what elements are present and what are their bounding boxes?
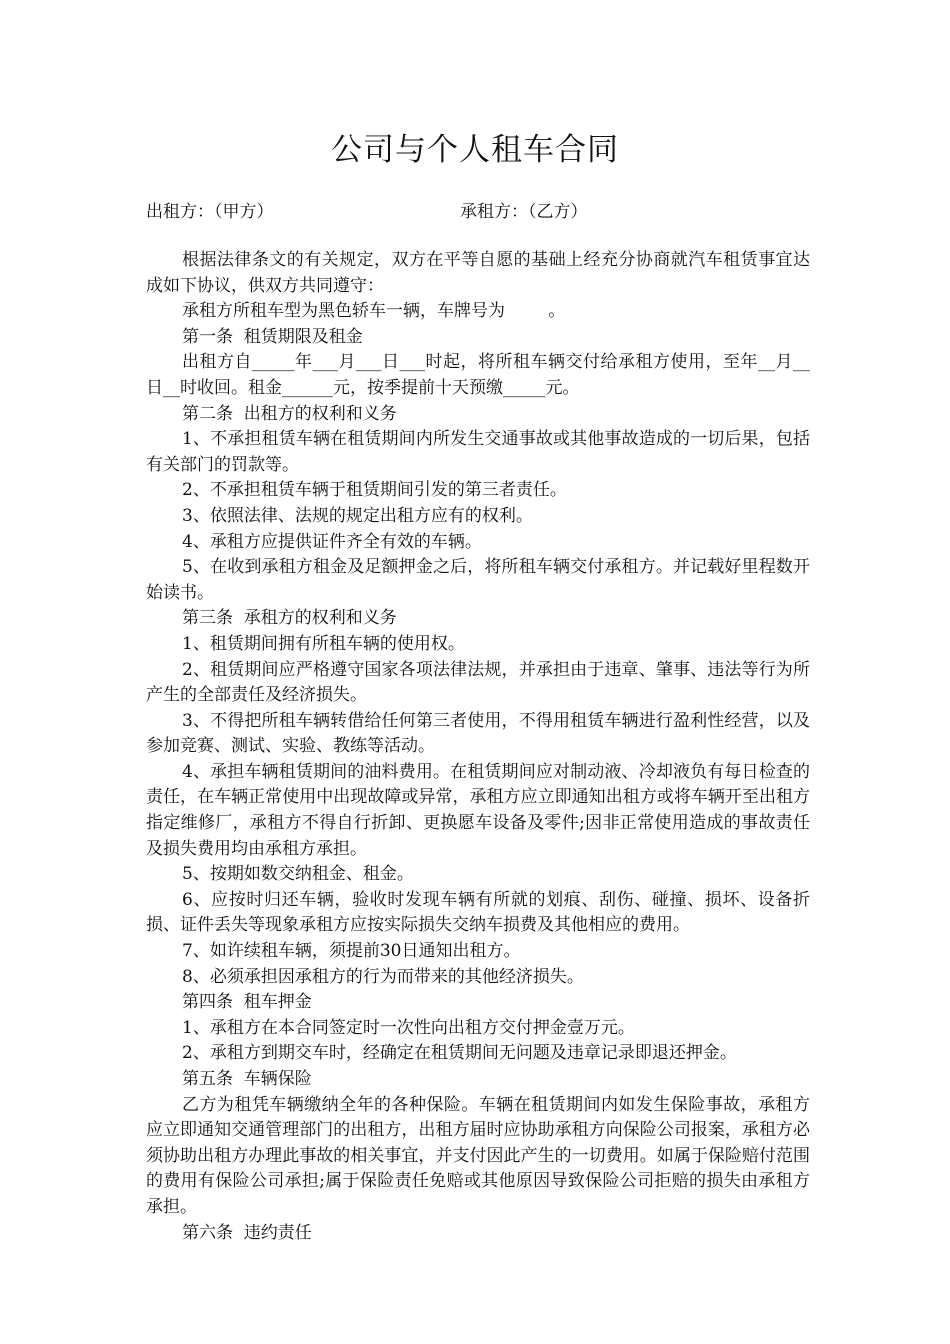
clause: 1、租赁期间拥有所租车辆的使用权。 xyxy=(182,633,465,654)
lessor-label: 出租方：（甲方） xyxy=(146,202,274,222)
lessee-label: 承租方：（乙方） xyxy=(460,202,588,222)
clause: 5、在收到承租方租金及足额押金之后，将所租车辆交付承租方。并记载好里程数开始读书。 xyxy=(146,557,810,603)
clause: 1、承租方在本合同签定时一次性向出租方交付押金壹万元。 xyxy=(182,1017,635,1038)
article-heading: 第三条 承租方的权利和义务 xyxy=(182,608,397,629)
paragraph-intro: 根据法律条文的有关规定，双方在平等自愿的基础上经充分协商就汽车租赁事宜达成如下协议，供双方共同遵守： xyxy=(146,250,810,296)
paragraph-vehicle: 承租方所租车型为黑色轿车一辆，车牌号为 。 xyxy=(182,301,566,322)
article-heading: 第四条 租车押金 xyxy=(182,992,312,1013)
clause: 1、不承担租赁车辆在租赁期间内所发生交通事故或其他事故造成的一切后果，包括有关部门的罚款等。 xyxy=(146,429,810,475)
parties-line xyxy=(146,199,816,225)
clause: 2、不承担租赁车辆于租赁期间引发的第三者责任。 xyxy=(182,480,567,501)
article-heading: 第五条 车辆保险 xyxy=(182,1069,312,1089)
clause: 2、承租方到期交车时，经确定在租赁期间无问题及违章记录即退还押金。 xyxy=(182,1043,737,1064)
clause: 5、按期如数交纳租金、租金。 xyxy=(182,864,414,885)
clause: 4、承租方应提供证件齐全有效的车辆。 xyxy=(182,531,482,552)
article-heading: 第一条 租赁期限及租金 xyxy=(182,326,363,347)
clause: 2、租赁期间应严格遵守国家各项法律法规，并承担由于违章、肇事、违法等行为所产生的全部责任及经济损失。 xyxy=(146,659,810,706)
clause: 7、如许续租车辆，须提前30日通知出租方。 xyxy=(182,941,521,962)
clause: 6、应按时归还车辆，验收时发现车辆有所就的划痕、刮伤、碰撞、损坏、设备折损、证件丢失等现象承租方应按实际损失交纳车损费及其他相应的费用。 xyxy=(146,889,810,936)
clause: 3、依照法律、法规的规定出租方应有的权利。 xyxy=(182,505,533,526)
paragraph: 乙方为租凭车辆缴纳全年的各种保险。车辆在租赁期间内如发生保险事故，承租方应立即通知交通管理部门的出租方，出租方届时应协助承租方向保险公司报案，承租方必须协助出租方办理此事故的相关事宜，并支付因此产生的一切费用。如属于保险赔付范围的费用有保险公司承担;属于保险责任免赔或其他原因导致保险公司拒赔的损失由承租方承担。 xyxy=(146,1094,810,1217)
clause: 3、不得把所租车辆转借给任何第三者使用，不得用租赁车辆进行盈利性经营，以及参加竞赛、测试、实验、教练等活动。 xyxy=(146,710,810,757)
contract-body xyxy=(146,248,810,1246)
clause: 4、承担车辆租赁期间的油料费用。在租赁期间应对制动液、冷却液负有每日检查的责任，在车辆正常使用中出现故障或异常，承租方应立即通知出租方或将车辆开至出租方指定维修厂，承租方不得自行折卸、更换愿车设备及零件;因非正常使用造成的事故责任及损失费用均由承租方承担。 xyxy=(146,761,810,859)
paragraph: 出租方自_____年___月___日___时起，将所租车辆交付给承租方使用，至年__月__日__时收回。租金______元，按季提前十天预缴_____元。 xyxy=(146,352,810,398)
clause: 8、必须承担因承租方的行为而带来的其他经济损失。 xyxy=(182,966,584,987)
article-heading: 第二条 出租方的权利和义务 xyxy=(182,403,397,424)
document-title: 公司与个人租车合同 xyxy=(331,132,619,168)
article-heading: 第六条 违约责任 xyxy=(182,1222,312,1243)
